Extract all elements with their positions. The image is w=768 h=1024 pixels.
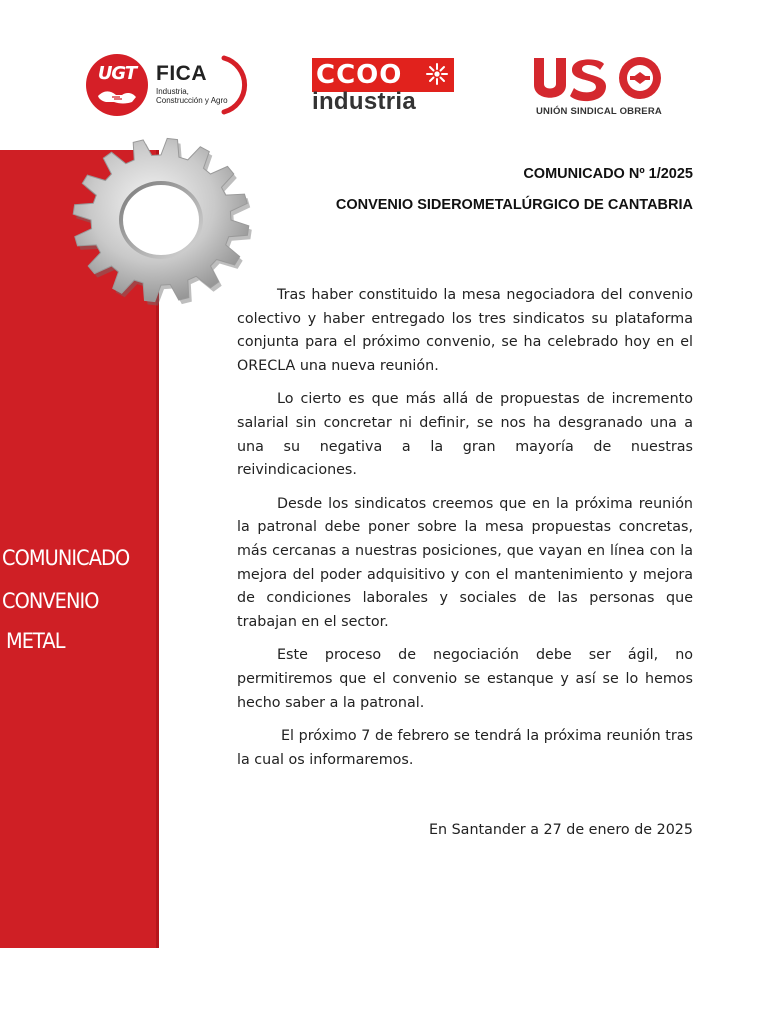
sidebar-title-line1: COMUNICADO <box>2 546 130 570</box>
paragraph: Desde los sindicatos creemos que en la próxima reunión la patronal debe poner sobre la mesa propuestas concretas, más cercanas a nuestras posiciones, que vayan en línea con la mejora del poder adquisitivo y con el mantenimiento y mejora de condiciones laborales y sociales de las personas que trabajan en el sector. <box>237 495 693 630</box>
body-text <box>237 284 693 782</box>
fica-arc-icon <box>212 54 258 116</box>
sidebar-title-line2: CONVENIO <box>2 589 99 613</box>
place-date-signature: En Santander a 27 de enero de 2025 <box>428 822 693 838</box>
paragraph: Este proceso de negociación debe ser ágil, no permitiremos que el convenio se estanque y así se lo hemos hecho saber a la patronal. <box>237 647 693 711</box>
fica-brand: FICA <box>156 62 207 85</box>
ccoo-logo-text: CCOO <box>316 60 403 90</box>
paragraph: Tras haber constituido la mesa negociadora del convenio colectivo y haber entregado los tres sindicatos su plataforma conjunta para el próximo convenio, se ha celebrado hoy en el ORECLA una nueva reunión. <box>237 287 693 374</box>
fica-subtitle-line1: Industria, <box>156 87 189 96</box>
uso-logo <box>530 54 670 118</box>
ccoo-sector-label: industria <box>312 88 417 115</box>
paragraph: Lo cierto es que más allá de propuestas de incremento salarial sin concretar ni definir, se nos ha desgranado una a una su negativa a la gran mayoría de nuestras reivindicaciones. <box>237 391 693 479</box>
gear-icon <box>62 128 260 312</box>
ugt-logo-text: UGT <box>97 63 137 84</box>
handshake-icon <box>96 88 138 106</box>
star-burst-icon <box>425 62 449 86</box>
paragraph: El próximo 7 de febrero se tendrá la próxima reunión tras la cual os informaremos. <box>237 728 693 768</box>
ccoo-industria-logo <box>312 58 454 116</box>
ugt-fica-logo <box>86 54 258 116</box>
uso-subtitle: UNIÓN SINDICAL OBRERA <box>536 106 662 117</box>
communique-subject: CONVENIO SIDEROMETALÚRGICO DE CANTABRIA <box>335 197 693 213</box>
sidebar-title-line3: METAL <box>6 629 65 653</box>
communique-number: COMUNICADO Nº 1/2025 <box>523 166 693 182</box>
uso-logo-mark <box>530 54 670 106</box>
fica-subtitle-line2: Construcción y Agro <box>156 96 228 105</box>
